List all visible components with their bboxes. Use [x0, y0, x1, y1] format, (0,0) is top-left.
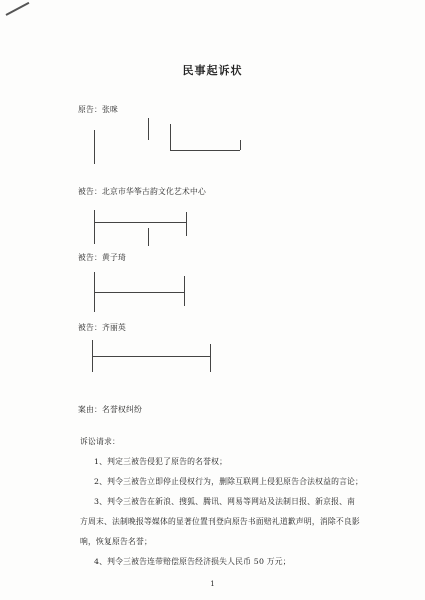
party-defendant-2	[78, 252, 126, 263]
claim-line: 1、判定三被告侵犯了原告的名誉权；	[94, 457, 228, 466]
party-name: 黄子琦	[102, 253, 126, 262]
claim-line: 4、判令三被告连带赔偿原告经济损失人民币 50 万元；	[94, 557, 291, 566]
party-name: 北京市华筝古韵文化艺术中心	[102, 187, 206, 196]
redaction-mark	[186, 212, 187, 236]
redaction-mark	[170, 150, 240, 151]
party-role-label: 被告：	[78, 323, 102, 332]
scan-pen-mark	[6, 2, 30, 16]
document-title: 民事起诉状	[182, 64, 243, 77]
page-number: 1	[210, 580, 215, 588]
case-value: 名誉权纠纷	[102, 405, 142, 414]
claim-line: 3、判令三被告在新浪、搜狐、腾讯、网易等网站及法制日报、新京报、南	[94, 497, 356, 506]
redaction-mark	[92, 356, 210, 357]
redaction-mark	[240, 140, 241, 150]
party-name: 张咪	[102, 105, 118, 114]
case-label: 案由：	[78, 405, 102, 414]
redaction-mark	[94, 130, 95, 164]
redaction-mark	[94, 292, 184, 293]
party-plaintiff	[78, 104, 118, 115]
case-cause	[78, 404, 142, 415]
redaction-mark	[210, 344, 211, 372]
redaction-mark	[184, 276, 185, 306]
claim-line: 响，恢复原告名誉；	[80, 537, 152, 546]
redaction-mark	[94, 210, 95, 244]
claims-heading: 诉讼请求：	[80, 437, 120, 446]
claim-line: 2、判令三被告立即停止侵权行为，删除互联网上侵犯原告合法权益的言论；	[94, 477, 364, 486]
party-defendant-3	[78, 322, 126, 333]
redaction-mark	[170, 124, 171, 150]
redaction-mark	[148, 228, 149, 246]
party-role-label: 被告：	[78, 253, 102, 262]
party-name: 齐丽英	[102, 323, 126, 332]
party-role-label: 被告：	[78, 187, 102, 196]
redaction-mark	[148, 118, 149, 140]
claim-line: 方周末、法制晚报等媒体的显著位置刊登向原告书面赔礼道歉声明，消除不良影	[80, 517, 360, 526]
redaction-mark	[94, 222, 186, 223]
party-role-label: 原告：	[78, 105, 102, 114]
party-defendant-1	[78, 186, 206, 197]
